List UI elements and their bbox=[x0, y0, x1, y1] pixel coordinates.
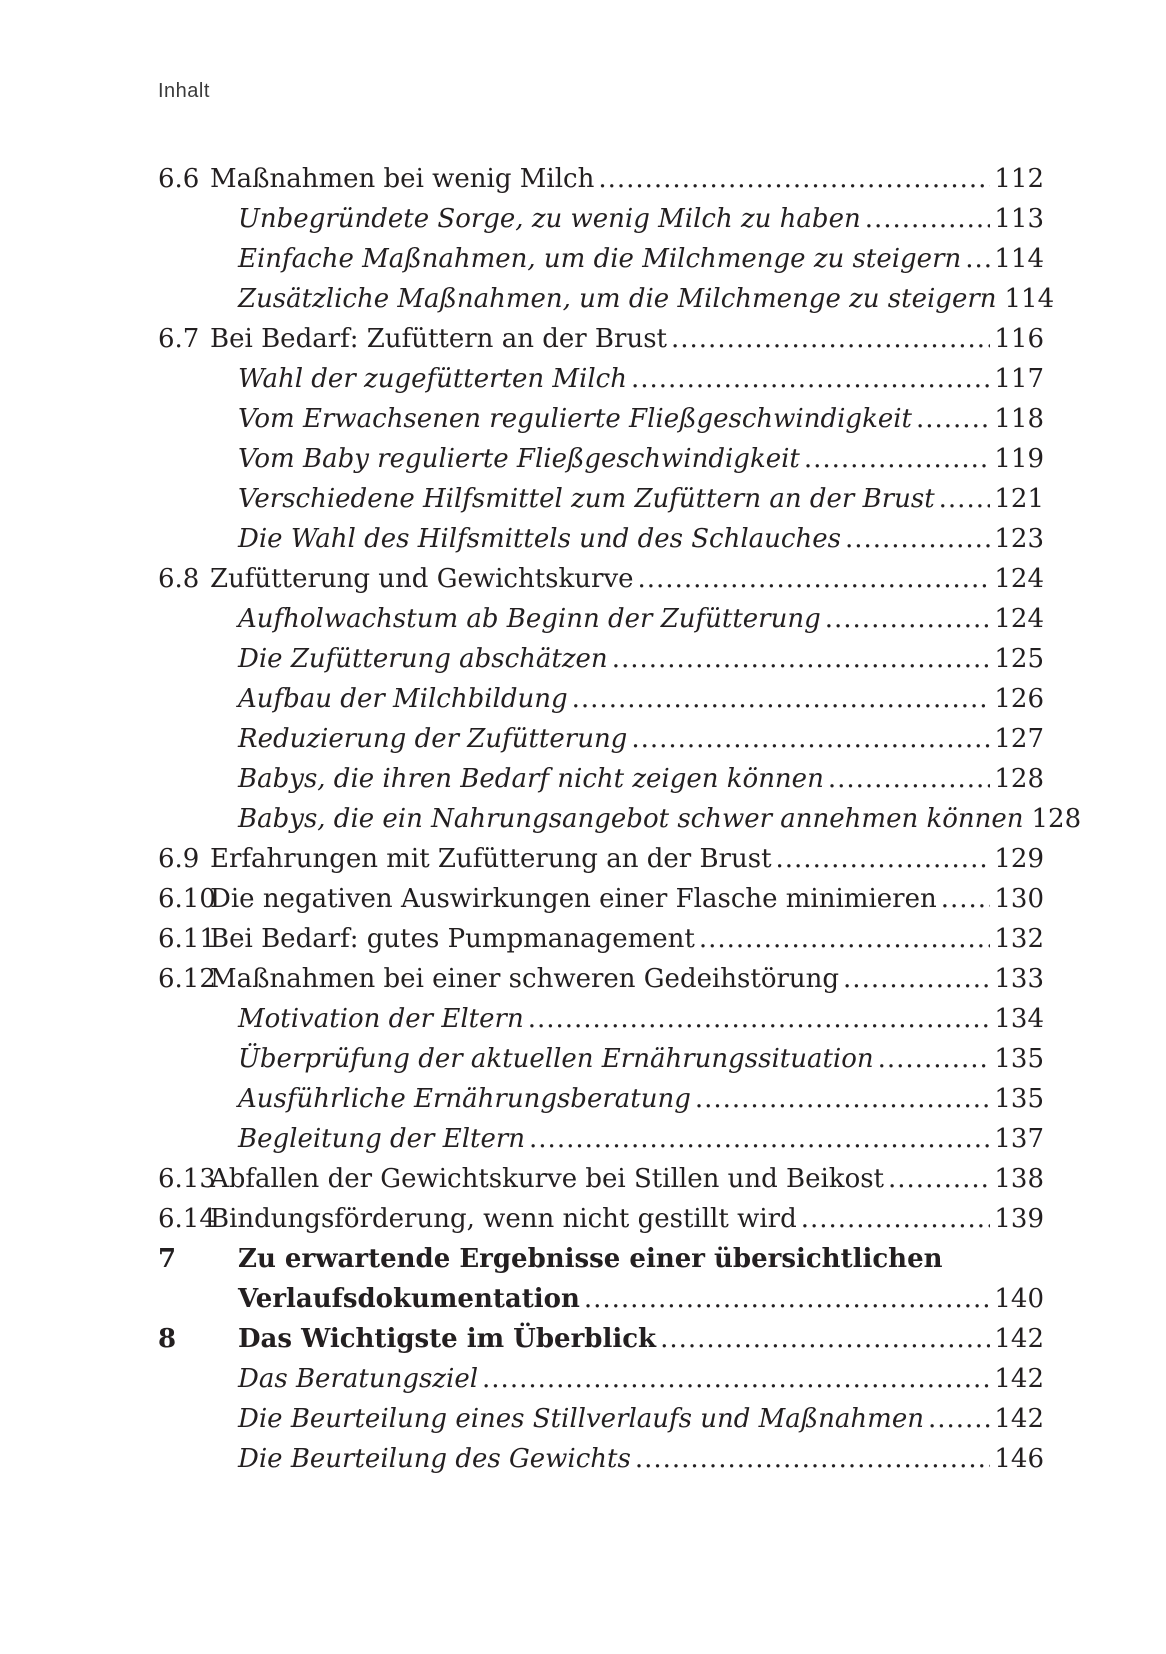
toc-entry bbox=[158, 839, 1044, 879]
toc-leader-dots bbox=[529, 1119, 990, 1159]
toc-leader-dots bbox=[801, 1199, 991, 1239]
toc-entry-page: 139 bbox=[994, 1204, 1044, 1234]
toc-entry-page: 140 bbox=[994, 1284, 1044, 1314]
toc-leader-dots bbox=[845, 519, 990, 559]
toc-entry-page: 134 bbox=[994, 1004, 1044, 1034]
toc-entry-number: 7 bbox=[158, 1244, 177, 1274]
toc-entry-title: Vom Erwachsenen regulierte Fließgeschwindigkeit bbox=[238, 404, 912, 434]
toc-leader-dots bbox=[804, 439, 991, 479]
toc-entry-title: Wahl der zugefütterten Milch bbox=[238, 364, 627, 394]
toc-entry-title: Abfallen der Gewichtskurve bei Stillen und Beikost bbox=[210, 1164, 885, 1194]
toc-entry-title: Aufholwachstum ab Beginn der Zufütterung bbox=[238, 604, 821, 634]
toc-entry bbox=[158, 199, 1044, 239]
toc-entry-page: 113 bbox=[994, 204, 1044, 234]
toc-entry bbox=[158, 1199, 1044, 1239]
toc-entry-page: 117 bbox=[994, 364, 1044, 394]
toc-entry bbox=[158, 1279, 1044, 1319]
toc-leader-dots bbox=[878, 1039, 991, 1079]
toc-entry-page: 124 bbox=[994, 604, 1044, 634]
toc-entry-number: 6.14 bbox=[158, 1204, 216, 1234]
toc-entry bbox=[158, 1439, 1044, 1479]
toc-entry-title: Reduzierung der Zufütterung bbox=[238, 724, 628, 754]
toc-entry-page: 125 bbox=[994, 644, 1044, 674]
toc-entry-page: 138 bbox=[994, 1164, 1044, 1194]
toc-entry bbox=[158, 639, 1044, 679]
toc-leader-dots bbox=[631, 719, 990, 759]
toc-entry bbox=[158, 359, 1044, 399]
toc-entry-number: 6.13 bbox=[158, 1164, 216, 1194]
toc-entry-title: Die Beurteilung des Gewichts bbox=[238, 1444, 631, 1474]
toc-entry bbox=[158, 479, 1044, 519]
running-head: Inhalt bbox=[158, 80, 210, 102]
toc-entry bbox=[158, 599, 1044, 639]
toc-entry-title: Zu erwartende Ergebnisse einer übersichtlichen bbox=[238, 1244, 943, 1274]
toc-entry-title: Motivation der Eltern bbox=[238, 1004, 524, 1034]
toc-entry-page: 132 bbox=[994, 924, 1044, 954]
toc-entry-page: 130 bbox=[994, 884, 1044, 914]
toc-entry-title: Ausführliche Ernährungsberatung bbox=[238, 1084, 691, 1114]
toc-entry-page: 133 bbox=[994, 964, 1044, 994]
toc-entry bbox=[158, 759, 1044, 799]
toc-entry bbox=[158, 1159, 1044, 1199]
toc-entry-page: 114 bbox=[994, 244, 1044, 274]
toc-entry bbox=[158, 959, 1044, 999]
toc-entry-number: 6.7 bbox=[158, 324, 200, 354]
toc-entry-number: 6.9 bbox=[158, 844, 200, 874]
toc-leader-dots bbox=[612, 639, 991, 679]
toc-leader-dots bbox=[638, 559, 991, 599]
toc-entry-number: 6.8 bbox=[158, 564, 200, 594]
toc-entry-title: Verlaufsdokumentation bbox=[238, 1284, 580, 1314]
toc-leader-dots bbox=[776, 839, 991, 879]
toc-leader-dots bbox=[928, 1399, 990, 1439]
toc-entry bbox=[158, 679, 1044, 719]
toc-entry-page: 129 bbox=[994, 844, 1044, 874]
toc-leader-dots bbox=[482, 1359, 990, 1399]
toc-leader-dots bbox=[584, 1279, 991, 1319]
toc-leader-dots bbox=[843, 959, 990, 999]
toc-leader-dots bbox=[939, 479, 991, 519]
toc-entry-title: Babys, die ihren Bedarf nicht zeigen können bbox=[238, 764, 824, 794]
toc-entry-page: 114 bbox=[1004, 284, 1055, 314]
toc-entry-page: 142 bbox=[994, 1364, 1044, 1394]
toc-entry-title: Überprüfung der aktuellen Ernährungssituation bbox=[238, 1044, 874, 1074]
toc-leader-dots bbox=[965, 239, 990, 279]
toc-entry bbox=[158, 1039, 1044, 1079]
toc-entry-title: Zufütterung und Gewichtskurve bbox=[210, 564, 634, 594]
toc-entry bbox=[158, 799, 1082, 839]
toc-entry-number: 6.6 bbox=[158, 164, 200, 194]
toc-entry-title: Das Beratungsziel bbox=[238, 1364, 479, 1394]
toc-entry-page: 121 bbox=[994, 484, 1044, 514]
table-of-contents bbox=[158, 159, 1082, 1479]
toc-entry-title: Die Zufütterung abschätzen bbox=[238, 644, 608, 674]
toc-entry-title: Aufbau der Milchbildung bbox=[238, 684, 568, 714]
toc-entry bbox=[158, 439, 1044, 479]
toc-leader-dots bbox=[941, 879, 991, 919]
toc-entry-page: 128 bbox=[994, 764, 1044, 794]
toc-entry-title: Maßnahmen bei einer schweren Gedeihstörung bbox=[210, 964, 840, 994]
toc-leader-dots bbox=[699, 919, 991, 959]
toc-entry-title: Erfahrungen mit Zufütterung an der Brust bbox=[210, 844, 772, 874]
toc-entry-title: Bei Bedarf: Zufüttern an der Brust bbox=[210, 324, 667, 354]
toc-leader-dots bbox=[865, 199, 991, 239]
toc-entry-number: 6.10 bbox=[158, 884, 216, 914]
toc-entry bbox=[158, 1079, 1044, 1119]
toc-entry bbox=[158, 1399, 1044, 1439]
toc-entry bbox=[158, 279, 1055, 319]
toc-entry bbox=[158, 999, 1044, 1039]
toc-entry-title: Verschiedene Hilfsmittel zum Zufüttern an der Brust bbox=[238, 484, 935, 514]
toc-entry-page: 137 bbox=[994, 1124, 1044, 1154]
toc-entry-page: 142 bbox=[994, 1404, 1044, 1434]
toc-entry-page: 142 bbox=[994, 1324, 1044, 1354]
toc-entry-page: 146 bbox=[994, 1444, 1044, 1474]
toc-entry-title: Unbegründete Sorge, zu wenig Milch zu haben bbox=[238, 204, 861, 234]
toc-entry-title: Zusätzliche Maßnahmen, um die Milchmenge zu steigern bbox=[238, 284, 997, 314]
toc-leader-dots bbox=[888, 1159, 990, 1199]
toc-leader-dots bbox=[660, 1319, 990, 1359]
toc-entry bbox=[158, 399, 1044, 439]
toc-entry-page: 118 bbox=[994, 404, 1044, 434]
toc-entry bbox=[158, 159, 1044, 199]
toc-leader-dots bbox=[825, 599, 991, 639]
toc-entry-title: Die negativen Auswirkungen einer Flasche minimieren bbox=[210, 884, 937, 914]
toc-leader-dots bbox=[528, 999, 991, 1039]
toc-leader-dots bbox=[916, 399, 990, 439]
toc-leader-dots bbox=[828, 759, 991, 799]
toc-entry-page: 116 bbox=[994, 324, 1044, 354]
toc-entry bbox=[158, 519, 1044, 559]
toc-entry bbox=[158, 559, 1044, 599]
toc-entry-title: Die Beurteilung eines Stillverlaufs und Maßnahmen bbox=[238, 1404, 924, 1434]
toc-entry bbox=[158, 319, 1044, 359]
toc-entry-title: Maßnahmen bei wenig Milch bbox=[210, 164, 595, 194]
toc-entry-page: 123 bbox=[994, 524, 1044, 554]
toc-entry-page: 126 bbox=[994, 684, 1044, 714]
toc-entry-page: 124 bbox=[994, 564, 1044, 594]
toc-entry bbox=[158, 239, 1044, 279]
toc-entry-title: Begleitung der Eltern bbox=[238, 1124, 526, 1154]
toc-entry bbox=[158, 719, 1044, 759]
toc-entry-number: 6.12 bbox=[158, 964, 216, 994]
toc-entry-title: Bei Bedarf: gutes Pumpmanagement bbox=[210, 924, 695, 954]
toc-entry-title: Babys, die ein Nahrungsangebot schwer annehmen können bbox=[238, 804, 1024, 834]
toc-entry bbox=[158, 1239, 1044, 1279]
toc-entry-page: 128 bbox=[1031, 804, 1082, 834]
toc-entry-title: Die Wahl des Hilfsmittels und des Schlauches bbox=[238, 524, 841, 554]
toc-entry-page: 135 bbox=[994, 1084, 1044, 1114]
toc-entry bbox=[158, 1319, 1044, 1359]
toc-entry-title: Vom Baby regulierte Fließgeschwindigkeit bbox=[238, 444, 800, 474]
toc-entry-title: Bindungsförderung, wenn nicht gestillt wird bbox=[210, 1204, 797, 1234]
toc-entry bbox=[158, 879, 1044, 919]
toc-entry-number: 8 bbox=[158, 1324, 177, 1354]
toc-leader-dots bbox=[671, 319, 990, 359]
toc-entry-page: 127 bbox=[994, 724, 1044, 754]
toc-leader-dots bbox=[631, 359, 990, 399]
toc-entry-page: 112 bbox=[994, 164, 1044, 194]
toc-leader-dots bbox=[572, 679, 991, 719]
toc-entry bbox=[158, 919, 1044, 959]
toc-leader-dots bbox=[598, 159, 990, 199]
toc-entry-title: Einfache Maßnahmen, um die Milchmenge zu steigern bbox=[238, 244, 962, 274]
toc-entry-page: 119 bbox=[994, 444, 1044, 474]
toc-leader-dots bbox=[635, 1439, 991, 1479]
toc-entry bbox=[158, 1119, 1044, 1159]
toc-entry-number: 6.11 bbox=[158, 924, 216, 954]
toc-entry bbox=[158, 1359, 1044, 1399]
toc-leader-dots bbox=[695, 1079, 991, 1119]
toc-entry-page: 135 bbox=[994, 1044, 1044, 1074]
toc-entry-title: Das Wichtigste im Überblick bbox=[238, 1324, 657, 1354]
